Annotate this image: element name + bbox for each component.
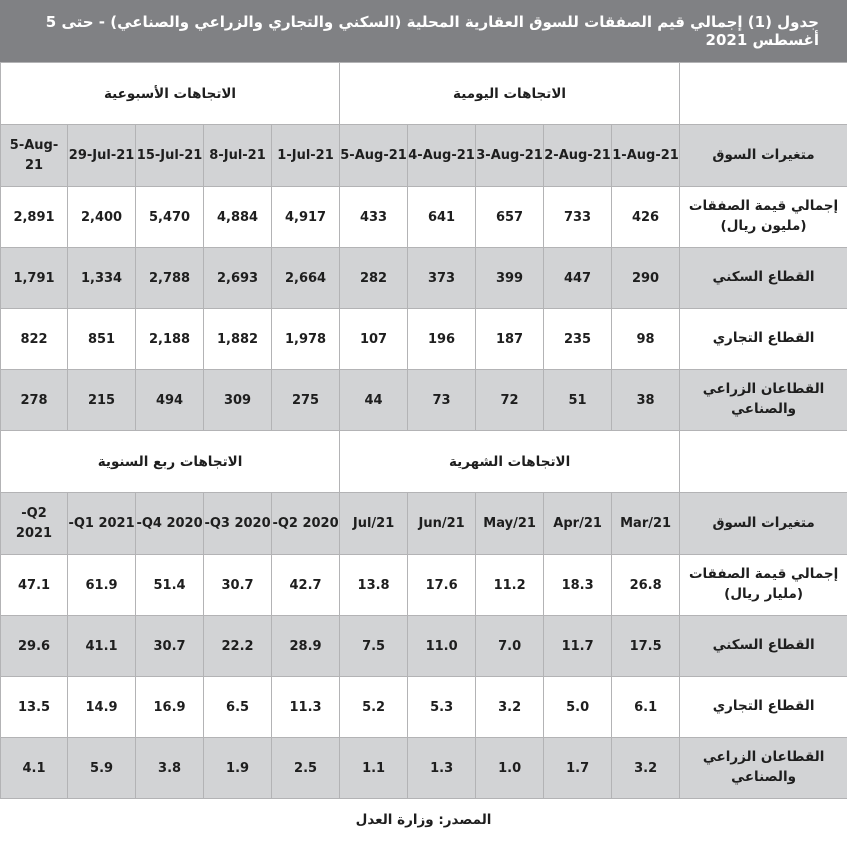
col-header: -Q3 2020 [204,493,272,555]
cell: 3.8 [136,738,204,799]
cell: 2.5 [272,738,340,799]
cell: 1,882 [204,309,272,370]
cell: 11.3 [272,677,340,738]
cell: 30.7 [204,555,272,616]
corner-empty [680,63,847,125]
cell: 282 [340,248,408,309]
col-header: Mar/21 [612,493,680,555]
col-header: Jul/21 [340,493,408,555]
group-header-weekly: الاتجاهات الأسبوعية [1,63,340,125]
cell: 5.9 [68,738,136,799]
cell: 13.8 [340,555,408,616]
table-row [1,187,847,248]
cell: 22.2 [204,616,272,677]
col-header: 29-Jul-21 [68,125,136,187]
cell: 2,664 [272,248,340,309]
cell: 1.0 [476,738,544,799]
cell: 1.9 [204,738,272,799]
row-label: القطاع التجاري [680,309,847,370]
cell: 11.2 [476,555,544,616]
col-header: -Q4 2020 [136,493,204,555]
cell: 11.7 [544,616,612,677]
row-header-label: متغيرات السوق [680,125,847,187]
table-row [1,248,847,309]
cell: 187 [476,309,544,370]
cell: 7.5 [340,616,408,677]
cell: 16.9 [136,677,204,738]
cell: 433 [340,187,408,248]
cell: 42.7 [272,555,340,616]
row-header-label: متغيرات السوق [680,493,847,555]
group-header-monthly: الاتجاهات الشهرية [340,431,680,493]
cell: 1.3 [408,738,476,799]
cell: 6.5 [204,677,272,738]
row-label: إجمالي قيمة الصفقات (مليون ريال) [680,187,847,248]
cell: 7.0 [476,616,544,677]
group-header-daily: الاتجاهات اليومية [340,63,680,125]
cell: 73 [408,370,476,431]
row-label: القطاعان الزراعي والصناعي [680,370,847,431]
col-header: Jun/21 [408,493,476,555]
col-header: -Q2 2020 [272,493,340,555]
group-header-quarterly: الاتجاهات ربع السنوية [1,431,340,493]
cell: 5,470 [136,187,204,248]
cell: 26.8 [612,555,680,616]
cell: 1,978 [272,309,340,370]
cell: 17.5 [612,616,680,677]
cell: 44 [340,370,408,431]
cell: 11.0 [408,616,476,677]
cell: 4,917 [272,187,340,248]
col-header: 1-Jul-21 [272,125,340,187]
cell: 47.1 [1,555,68,616]
cell: 18.3 [544,555,612,616]
col-header: 4-Aug-21 [408,125,476,187]
cell: 2,891 [1,187,68,248]
cell: 215 [68,370,136,431]
row-label: القطاع السكني [680,616,847,677]
cell: 5.2 [340,677,408,738]
row-label: القطاعان الزراعي والصناعي [680,738,847,799]
col-header: May/21 [476,493,544,555]
cell: 1.7 [544,738,612,799]
cell: 61.9 [68,555,136,616]
cell: 14.9 [68,677,136,738]
table-title: جدول (1) إجمالي قيم الصفقات للسوق العقارية المحلية (السكني والتجاري والزراعي والصناعي) - حتى 5 أغسطس 2021 [0,0,847,62]
cell: 30.7 [136,616,204,677]
daily-weekly-table [0,62,847,431]
cell: 2,693 [204,248,272,309]
cell: 51.4 [136,555,204,616]
cell: 494 [136,370,204,431]
cell: 1.1 [340,738,408,799]
cell: 822 [1,309,68,370]
cell: 851 [68,309,136,370]
cell: 447 [544,248,612,309]
cell: 2,188 [136,309,204,370]
cell: 235 [544,309,612,370]
col-header: -Q1 2021 [68,493,136,555]
cell: 309 [204,370,272,431]
row-label: القطاع السكني [680,248,847,309]
col-header: 3-Aug-21 [476,125,544,187]
cell: 107 [340,309,408,370]
cell: 373 [408,248,476,309]
table-row [1,616,847,677]
cell: 3.2 [476,677,544,738]
cell: 51 [544,370,612,431]
cell: 41.1 [68,616,136,677]
cell: 72 [476,370,544,431]
cell: 3.2 [612,738,680,799]
row-label: القطاع التجاري [680,677,847,738]
cell: 5.3 [408,677,476,738]
table-row [1,555,847,616]
cell: 1,791 [1,248,68,309]
cell: 6.1 [612,677,680,738]
cell: 1,334 [68,248,136,309]
cell: 13.5 [1,677,68,738]
table-row [1,738,847,799]
cell: 4,884 [204,187,272,248]
cell: 733 [544,187,612,248]
source-note: المصدر: وزارة العدل [355,812,492,828]
row-label: إجمالي قيمة الصفقات (مليار ريال) [680,555,847,616]
col-header: 2-Aug-21 [544,125,612,187]
col-header: -Q2 2021 [1,493,68,555]
cell: 29.6 [1,616,68,677]
col-header: 1-Aug-21 [612,125,680,187]
table-row [1,309,847,370]
corner-empty [680,431,847,493]
col-header: 5-Aug-21 [340,125,408,187]
col-header: 5-Aug-21 [1,125,68,187]
cell: 641 [408,187,476,248]
col-header: 15-Jul-21 [136,125,204,187]
col-header: 8-Jul-21 [204,125,272,187]
cell: 17.6 [408,555,476,616]
cell: 98 [612,309,680,370]
cell: 28.9 [272,616,340,677]
cell: 275 [272,370,340,431]
cell: 426 [612,187,680,248]
cell: 278 [1,370,68,431]
cell: 2,400 [68,187,136,248]
cell: 196 [408,309,476,370]
cell: 2,788 [136,248,204,309]
cell: 657 [476,187,544,248]
col-header: Apr/21 [544,493,612,555]
cell: 399 [476,248,544,309]
monthly-quarterly-table [0,430,847,799]
cell: 5.0 [544,677,612,738]
table-row [1,677,847,738]
cell: 38 [612,370,680,431]
cell: 290 [612,248,680,309]
table-row [1,370,847,431]
cell: 4.1 [1,738,68,799]
